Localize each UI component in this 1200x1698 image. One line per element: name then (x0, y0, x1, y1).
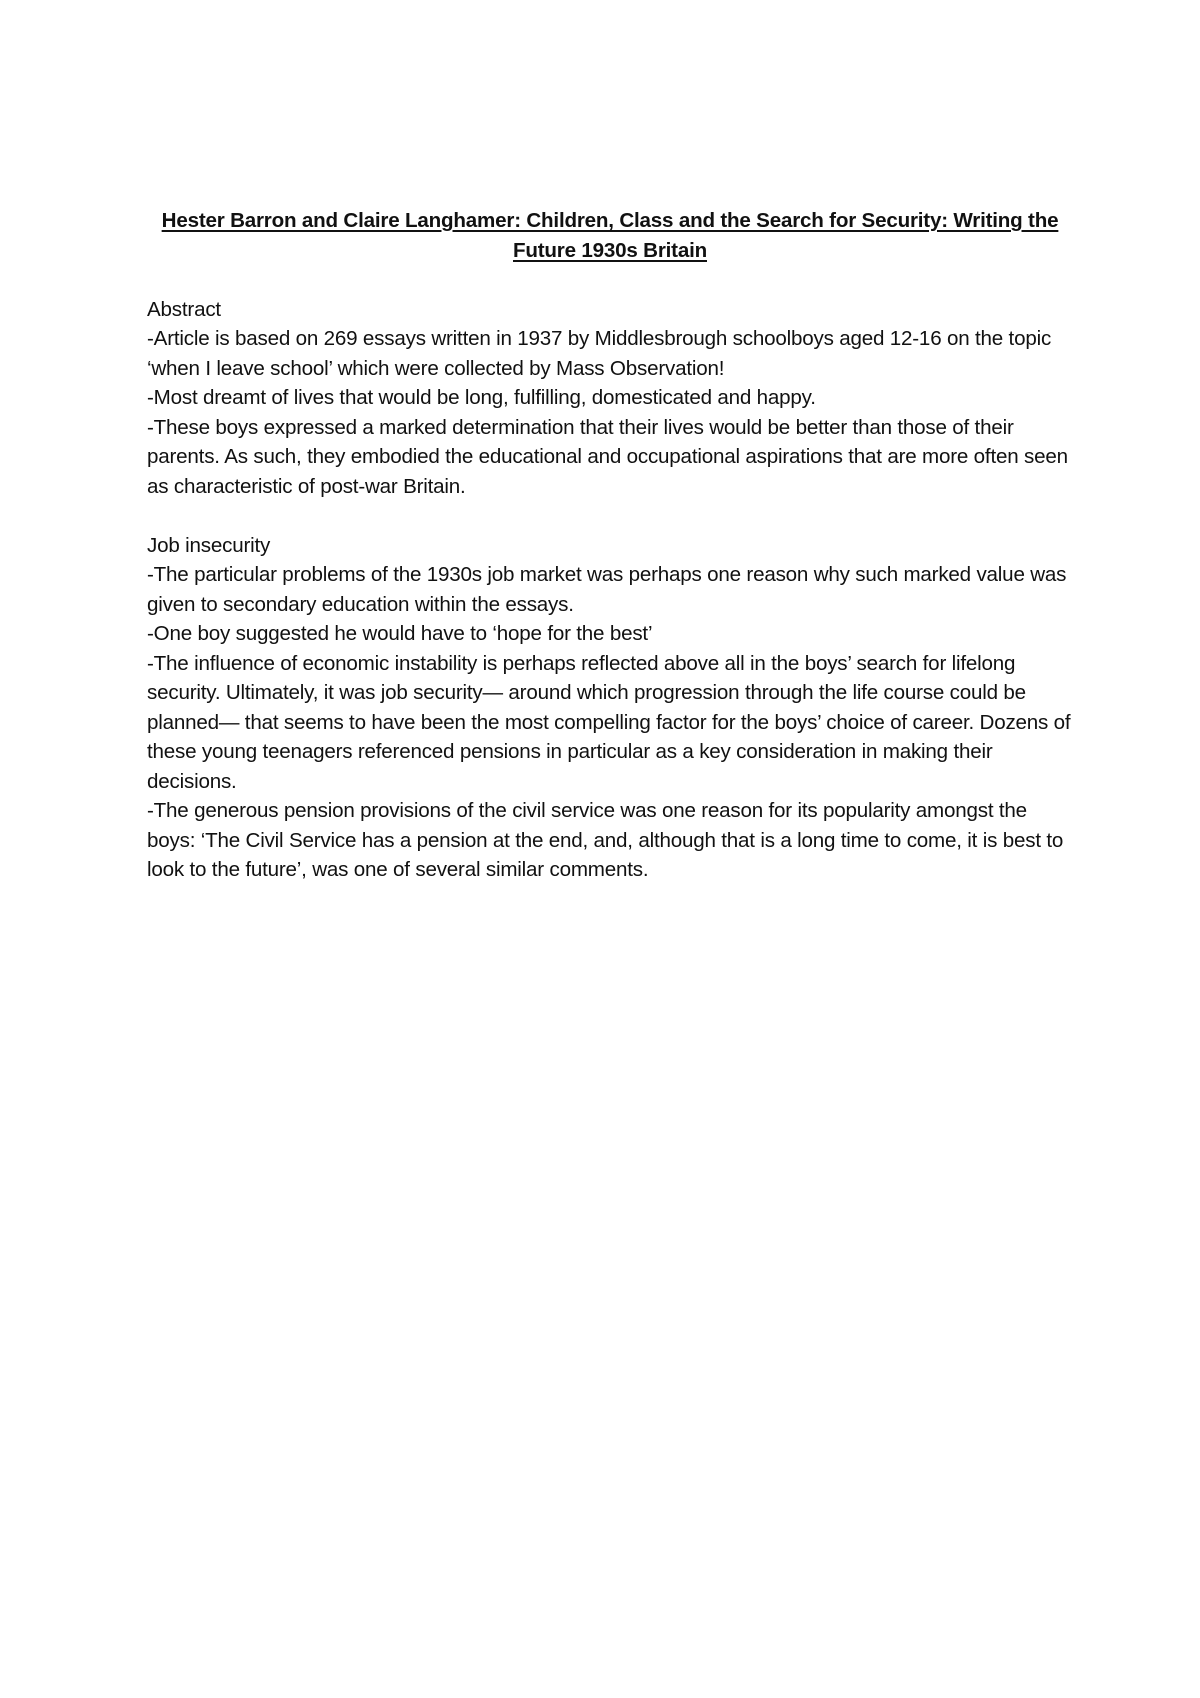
bullet-line: -The influence of economic instability is perhaps reflected above all in the boys’ search for lifelong security. Ultimately, it was job security— around which progression through the life course could be planned— that seems to have been the most compelling factor for the boys’ choice of career. Dozens of these young teenagers referenced pensions in particular as a key consideration in making their decisions. (147, 651, 1071, 793)
bullet-line: -The particular problems of the 1930s job market was perhaps one reason why such marked value was given to secondary education within the essays. (147, 563, 1067, 616)
section-heading: Abstract (147, 297, 221, 321)
document-title: Hester Barron and Claire Langhamer: Children, Class and the Search for Security: Writing the Future 1930s Britain (161, 209, 1059, 262)
bullet-line: -These boys expressed a marked determination that their lives would be better than those of their parents. As such, they embodied the educational and occupational aspirations that are more often seen as characteristic of post-war Britain. (147, 415, 1068, 498)
section-abstract (147, 295, 1073, 502)
section-job-insecurity (147, 531, 1073, 885)
document-body (147, 206, 1073, 885)
section-heading: Job insecurity (147, 533, 271, 557)
bullet-line: -Most dreamt of lives that would be long, fulfilling, domesticated and happy. (147, 386, 816, 409)
bullet-line: -The generous pension provisions of the civil service was one reason for its popularity amongst the boys: ‘The Civil Service has a pension at the end, and, although that is a long time to come, it is best to look to the future’, was one of several similar comments. (147, 799, 1064, 881)
bullet-line: -Article is based on 269 essays written in 1937 by Middlesbrough schoolboys aged 12-16 on the topic ‘when I leave school’ which were collected by Mass Observation! (147, 327, 1052, 380)
bullet-line: -One boy suggested he would have to ‘hope for the best’ (147, 622, 653, 645)
